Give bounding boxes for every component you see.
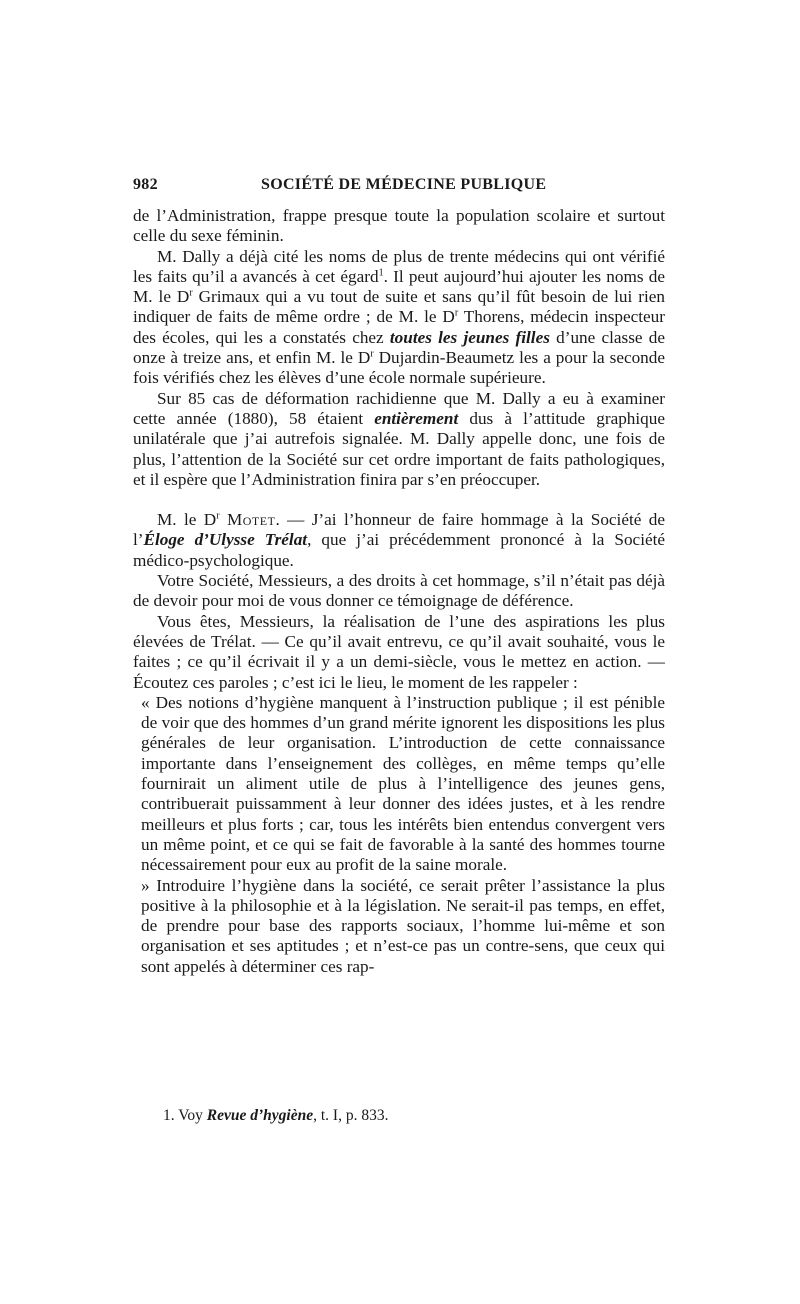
running-head — [133, 176, 665, 200]
paragraph-text: Votre Société, Messieurs, a des droits à cet hommage, s’il n’était pas déjà de devoir pour moi de vous donner ce témoignage de déférence. — [133, 571, 665, 611]
quotation-paragraph — [133, 693, 665, 876]
paragraph-text: Sur 85 cas de déformation rachidienne que M. Dally a eu à examiner cette année (1880), 58 étaient — [133, 388, 665, 428]
paragraph-text: M. Dally a déjà cité les noms de plus de trente médecins qui ont vérifié les faits qu’il a avancés à cet égard — [133, 246, 665, 286]
paragraph — [133, 571, 665, 612]
quotation-paragraph — [133, 876, 665, 977]
paragraph-text: . — J’ai l’honneur de faire hommage à la Société de l’ — [133, 510, 665, 550]
footnote-title: Revue d’hygiène — [206, 1107, 314, 1124]
speaker-name: Motet — [226, 510, 276, 530]
paragraph-text: de l’Administration, frappe presque toute la population scolaire et surtout celle du sexe féminin. — [133, 206, 665, 246]
paragraph — [133, 247, 665, 389]
emphasis: Éloge d’Ulysse Trélat — [143, 530, 308, 550]
paragraph-text: Vous êtes, Messieurs, la réalisation de l’une des aspirations les plus élevées de Trélat. — Ce qu’il avait entrevu, ce qu’il avait souhaité, vous le faites ; ce qu’il écrivait il y a un demi-siècle, vous le mettez en action. — Écoutez ces paroles ; c’est ici le lieu, le moment de les rappeler : — [133, 611, 665, 692]
paragraph-text: Grimaux qui a vu tout de suite et sans qu’il fût besoin de lui rien indiquer de faits de même ordre ; de M. le D — [133, 287, 665, 327]
superscript: r — [216, 510, 220, 522]
footnote-reference[interactable]: 1 — [378, 267, 384, 279]
footnote-marker: 1. Voy — [163, 1107, 207, 1124]
footnote-text: , t. I, p. 833. — [313, 1107, 389, 1124]
paragraph — [133, 206, 665, 247]
paragraph-text: . Il peut aujourd’hui ajouter les noms de M. le D — [133, 266, 666, 307]
page-number: 982 — [133, 176, 158, 193]
paragraph-text: Dujardin-Beaumetz les a pour la seconde fois vérifiés chez les élèves d’une école normale supérieure. — [133, 348, 665, 388]
footnote — [163, 1106, 663, 1126]
emphasis: entièrement — [374, 408, 459, 428]
emphasis: toutes les jeunes filles — [389, 327, 550, 347]
paragraph-text: d’une classe de onze à treize ans, et enfin M. le D — [133, 327, 665, 368]
superscript: r — [370, 348, 374, 360]
paragraph — [133, 612, 665, 693]
quotation-text: » Introduire l’hygiène dans la société, ce serait prêter l’assistance la plus positive à la philosophie et à la législation. Ne serait-il pas temps, en effet, de prendre pour base des rapports sociaux, l’homme lui-même et son organisation et ses aptitudes ; et n’est-ce pas un contre-sens, que ceux qui sont appelés à déterminer ces rap- — [141, 875, 665, 976]
paragraph-text: , que j’ai précédemment prononcé à la Société médico-psychologique. — [133, 530, 665, 570]
paragraph-text: dus à l’attitude graphique unilatérale que j’ai autrefois signalée. M. Dally appelle donc, une fois de plus, l’attention de la Société sur cet ordre important de faits pathologiques, et il espère que l’Administration finira par s’en préoccuper. — [133, 408, 665, 489]
paragraph — [133, 510, 665, 571]
superscript: r — [189, 287, 193, 299]
superscript: r — [454, 307, 459, 319]
paragraph-text: M. le D — [157, 510, 217, 530]
running-title: SOCIÉTÉ DE MÉDECINE PUBLIQUE — [261, 176, 547, 193]
paragraph — [133, 389, 665, 490]
quotation-text: « Des notions d’hygiène manquent à l’instruction publique ; il est pénible de voir que des hommes d’un grand mérite ignorent les dispositions les plus générales de leur organisation. L’introduction de cette connaissance importante dans l’enseignement des collèges, en même temps qu’elle fournirait un aliment utile de plus à l’intelligence des jeunes gens, contribuerait puissamment à leur donner des idées justes, et à les rendre meilleurs et plus forts ; car, tous les intérêts bien entendus convergent vers un même point, et ce qui se fait de favorable à la santé des hommes tourne nécessairement pour eux au profit de la saine morale. — [141, 692, 665, 875]
paragraph-text: Thorens, médecin inspecteur des écoles, qui les a constatés chez — [133, 307, 666, 347]
body-text — [133, 206, 665, 977]
